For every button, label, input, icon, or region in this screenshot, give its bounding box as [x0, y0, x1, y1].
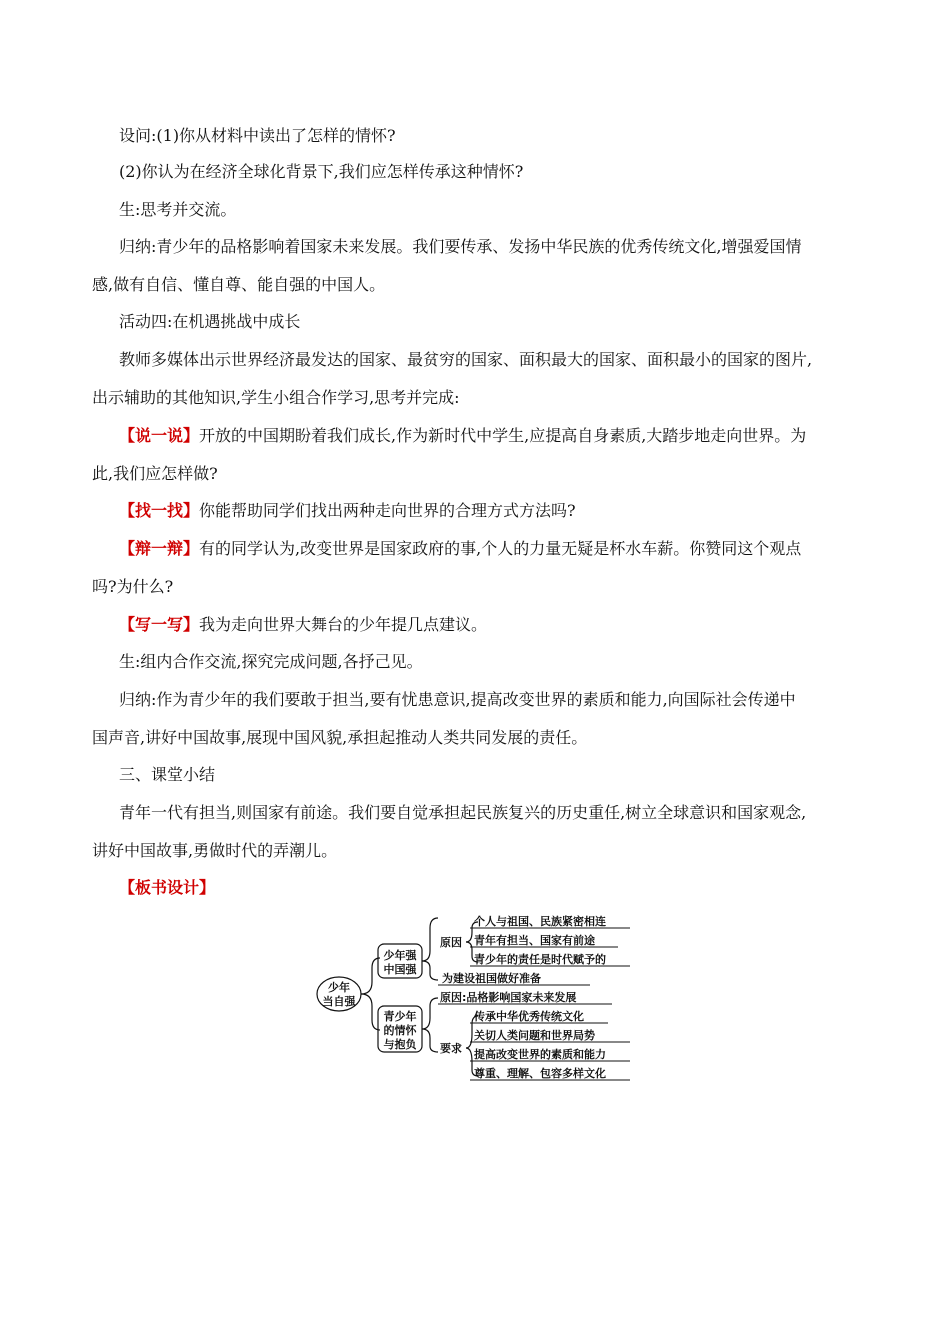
summary-1-line-1: 归纳:青少年的品格影响着国家未来发展。我们要传承、发扬中华民族的优秀传统文化,增强爱国情 [119, 237, 802, 256]
say-paragraph [119, 425, 806, 447]
b2-req-2: 关切人类问题和世界局势 [474, 1029, 595, 1042]
branch1-connector-bottom [422, 961, 438, 980]
question-2: (2)你认为在经济全球化背景下,我们应怎样传承这种情怀? [119, 162, 524, 181]
root-line-2: 当自强 [322, 995, 356, 1008]
root-branch-connector-bottom [361, 994, 380, 1030]
b2-req-1: 传承中华优秀传统文化 [474, 1010, 584, 1023]
say-text-2: 此,我们应怎样做? [92, 464, 218, 483]
section-3-heading: 三、课堂小结 [119, 765, 216, 784]
conclusion-line-2: 讲好中国故事,勇做时代的弄潮儿。 [92, 841, 338, 860]
branch2-line-1: 青少年 [383, 1010, 417, 1023]
teacher-line-1: 教师多媒体出示世界经济最发达的国家、最贫穷的国家、面积最大的国家、面积最小的国家的图片, [119, 350, 813, 369]
b1-tail: 为建设祖国做好准备 [442, 972, 541, 985]
branch1-connector-top [422, 918, 438, 961]
debate-text-2: 吗?为什么? [92, 577, 174, 596]
question-1: 设问:(1)你从材料中读出了怎样的情怀? [119, 126, 396, 145]
student-response-1: 生:思考并交流。 [119, 200, 237, 219]
say-text-1: 开放的中国期盼着我们成长,作为新时代中学生,应提高自身素质,大踏步地走向世界。为 [199, 426, 807, 445]
write-text: 我为走向世界大舞台的少年提几点建议。 [199, 615, 488, 634]
find-tag: 【找一找】 [119, 501, 200, 520]
summary-1-line-2: 感,做有自信、懂自尊、能自强的中国人。 [92, 275, 386, 294]
b2-req-3: 提高改变世界的素质和能力 [474, 1048, 606, 1061]
branch2-line-3: 与抱负 [383, 1038, 417, 1051]
summary-2-line-1: 归纳:作为青少年的我们要敢于担当,要有忧患意识,提高改变世界的素质和能力,向国际社会传递中 [119, 690, 796, 709]
find-text: 你能帮助同学们找出两种走向世界的合理方式方法吗? [199, 501, 576, 520]
summary-2-line-2: 国声音,讲好中国故事,展现中国风貌,承担起推动人类共同发展的责任。 [92, 728, 588, 747]
b1-reason-label: 原因 [440, 936, 462, 949]
root-branch-connector-top [361, 958, 380, 994]
branch2-connector-top [422, 998, 438, 1029]
b2-req-label: 要求 [440, 1042, 462, 1055]
activity-4-heading: 活动四:在机遇挑战中成长 [119, 312, 301, 331]
write-tag: 【写一写】 [119, 615, 200, 634]
branch2-line-2: 的情怀 [383, 1024, 417, 1037]
branch2-connector-bottom [422, 1029, 438, 1052]
debate-text-1: 有的同学认为,改变世界是国家政府的事,个人的力量无疑是杯水车薪。你赞同这个观点 [199, 539, 802, 558]
b2-reason: 原因:品格影响国家未来发展 [440, 991, 577, 1004]
branch1-line-2: 中国强 [383, 963, 417, 976]
board-design-tag: 【板书设计】 [119, 878, 216, 897]
b2-req-4: 尊重、理解、包容多样文化 [474, 1067, 606, 1080]
board-mind-map [312, 906, 642, 1086]
student-response-2: 生:组内合作交流,探究完成问题,各抒己见。 [119, 652, 423, 671]
find-paragraph [119, 500, 576, 522]
b1-reason-2: 青年有担当、国家有前途 [474, 934, 595, 947]
debate-paragraph [119, 538, 801, 560]
b1-reason-3: 青少年的责任是时代赋予的 [474, 953, 606, 966]
root-line-1: 少年 [328, 981, 350, 994]
debate-tag: 【辩一辩】 [119, 539, 200, 558]
say-tag: 【说一说】 [119, 426, 200, 445]
teacher-line-2: 出示辅助的其他知识,学生小组合作学习,思考并完成: [92, 388, 460, 407]
b1-reason-1: 个人与祖国、民族紧密相连 [474, 915, 606, 928]
branch1-line-1: 少年强 [383, 949, 417, 962]
conclusion-line-1: 青年一代有担当,则国家有前途。我们要自觉承担起民族复兴的历史重任,树立全球意识和国家观念, [119, 803, 807, 822]
write-paragraph [119, 614, 487, 636]
